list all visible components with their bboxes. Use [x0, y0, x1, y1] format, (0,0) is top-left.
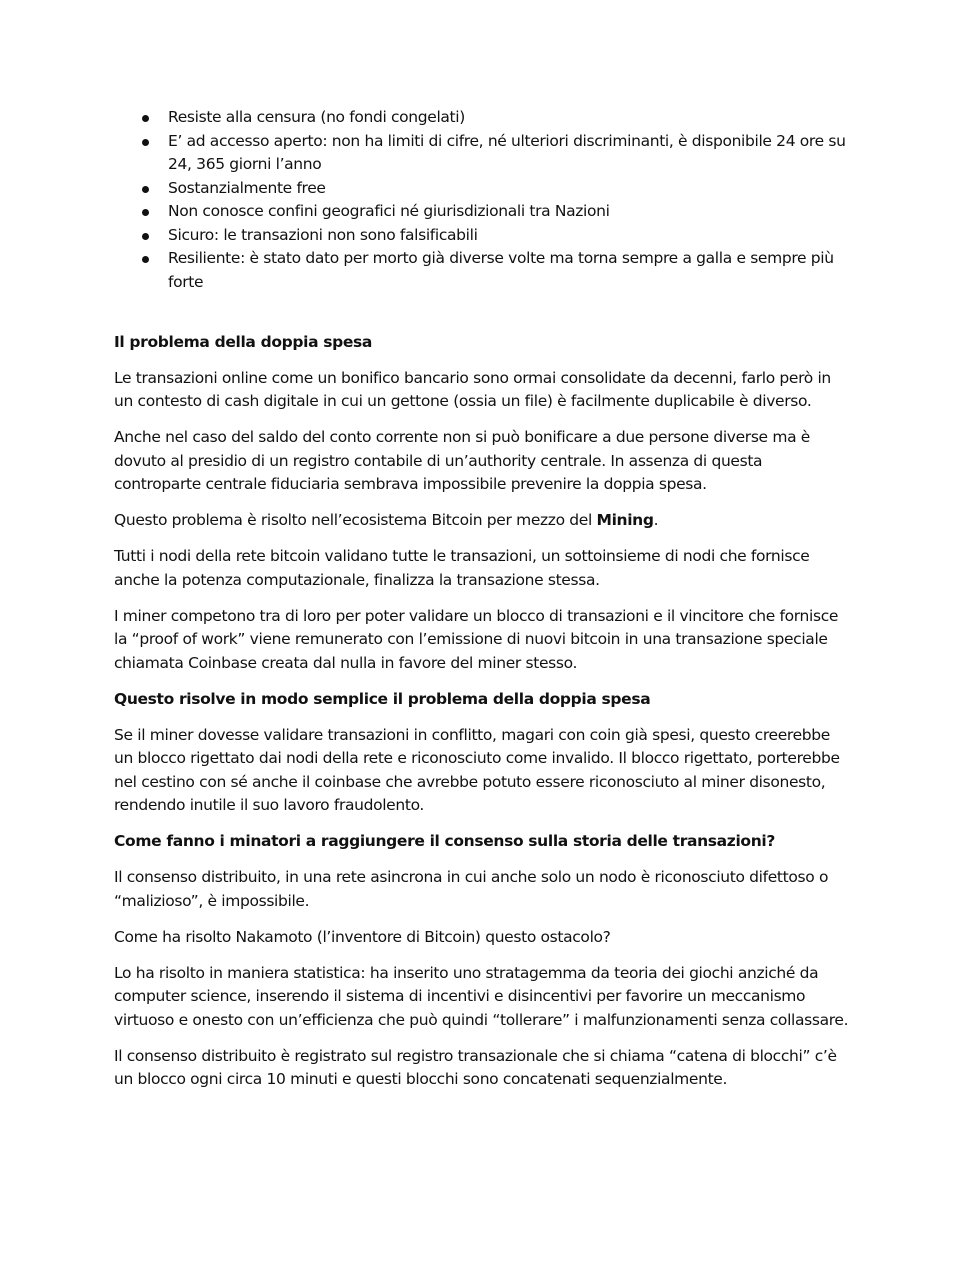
- subheading-double-spend-solved: Questo risolve in modo semplice il problema della doppia spesa: [114, 689, 651, 708]
- paragraph-nodes-validation: Tutti i nodi della rete bitcoin validano tutte le transazioni, un sottoinsieme di nodi che fornisce anche la potenza computazionale, finalizza la transazione stessa.: [114, 547, 810, 589]
- list-item: [114, 224, 850, 248]
- bullet-icon: [142, 233, 149, 240]
- paragraph-mining-prefix: Questo problema è risolto nell’ecosistema Bitcoin per mezzo del: [114, 511, 597, 529]
- paragraph-statistical-solution: Lo ha risolto in maniera statistica: ha inserito uno stratagemma da teoria dei giochi anziché da computer science, inserendo il sistema di incentivi e disincentivi per favorire un meccanismo virtuoso e onesto con un’efficienza che può quindi “tollerare” i malfunzionamenti senza collassare.: [114, 963, 849, 1029]
- list-item: [114, 200, 850, 224]
- bullet-icon: [142, 139, 149, 146]
- list-item: [114, 247, 850, 294]
- list-item-text: Resiste alla censura (no fondi congelati): [168, 108, 465, 126]
- paragraph-mining-suffix: .: [653, 511, 659, 529]
- mining-keyword: Mining: [596, 511, 654, 529]
- bullet-icon: [142, 256, 149, 263]
- section-spacer: [114, 294, 850, 331]
- list-item-text: E’ ad accesso aperto: non ha limiti di cifre, né ulteriori discriminanti, è disponibile 24 ore su 24, 365 giorni l’anno: [168, 131, 846, 173]
- list-item: [114, 177, 850, 201]
- features-bullet-list: [114, 106, 850, 294]
- paragraph-blockchain: Il consenso distribuito è registrato sul registro transazionale che si chiama “catena di blocchi” c’è un blocco ogni circa 10 minuti e questi blocchi sono concatenati sequenzialmente.: [114, 1046, 837, 1088]
- document-body: [114, 106, 850, 1104]
- list-item-text: Sostanzialmente free: [168, 178, 326, 197]
- paragraph-online-transactions: Le transazioni online come un bonifico bancario sono ormai consolidate da decenni, farlo però in un contesto di cash digitale in cui un gettone (ossia un file) è facilmente duplicabile è diverso.: [114, 368, 831, 410]
- bullet-icon: [142, 186, 149, 193]
- paragraph-miners-compete: I miner competono tra di loro per poter validare un blocco di transazioni e il vincitore che fornisce la “proof of work” viene remunerato con l’emissione di nuovi bitcoin in una transazione speciale chiamata Coinbase creata dal nulla in favore del miner stesso.: [114, 606, 839, 672]
- paragraph-conflict-validation: Se il miner dovesse validare transazioni in conflitto, magari con coin già spesi, questo creerebbe un blocco rigettato dai nodi della rete e riconosciuto come invalido. Il blocco rigettato, porterebbe nel cestino con sé anche il coinbase che avrebbe potuto essere riconosciuto al miner disonesto, rendendo inutile il suo lavoro fraudolento.: [114, 725, 840, 814]
- paragraph-nakamoto-question: Come ha risolto Nakamoto (l’inventore di Bitcoin) questo ostacolo?: [114, 927, 611, 946]
- paragraph-bank-balance: Anche nel caso del saldo del conto corrente non si può bonificare a due persone diverse ma è dovuto al presidio di un registro contabile di un’authority centrale. In assenza di questa controparte centrale fiduciaria sembrava impossibile prevenire la doppia spesa.: [114, 428, 810, 493]
- paragraph-mining: [114, 509, 850, 533]
- list-item-text: Non conosce confini geografici né giurisdizionali tra Nazioni: [168, 202, 610, 220]
- list-item-text: Sicuro: le transazioni non sono falsificabili: [168, 225, 478, 244]
- list-item: [114, 106, 850, 130]
- list-item: [114, 130, 850, 177]
- bullet-icon: [142, 115, 149, 122]
- bullet-icon: [142, 209, 149, 216]
- subheading-consensus-question: Come fanno i minatori a raggiungere il consenso sulla storia delle transazioni?: [114, 832, 775, 850]
- list-item-text: Resiliente: è stato dato per morto già diverse volte ma torna sempre a galla e sempre più forte: [168, 249, 834, 291]
- paragraph-distributed-consensus: Il consenso distribuito, in una rete asincrona in cui anche solo un nodo è riconosciuto difettoso o “malizioso”, è impossibile.: [114, 868, 829, 910]
- section-heading: Il problema della doppia spesa: [114, 333, 373, 351]
